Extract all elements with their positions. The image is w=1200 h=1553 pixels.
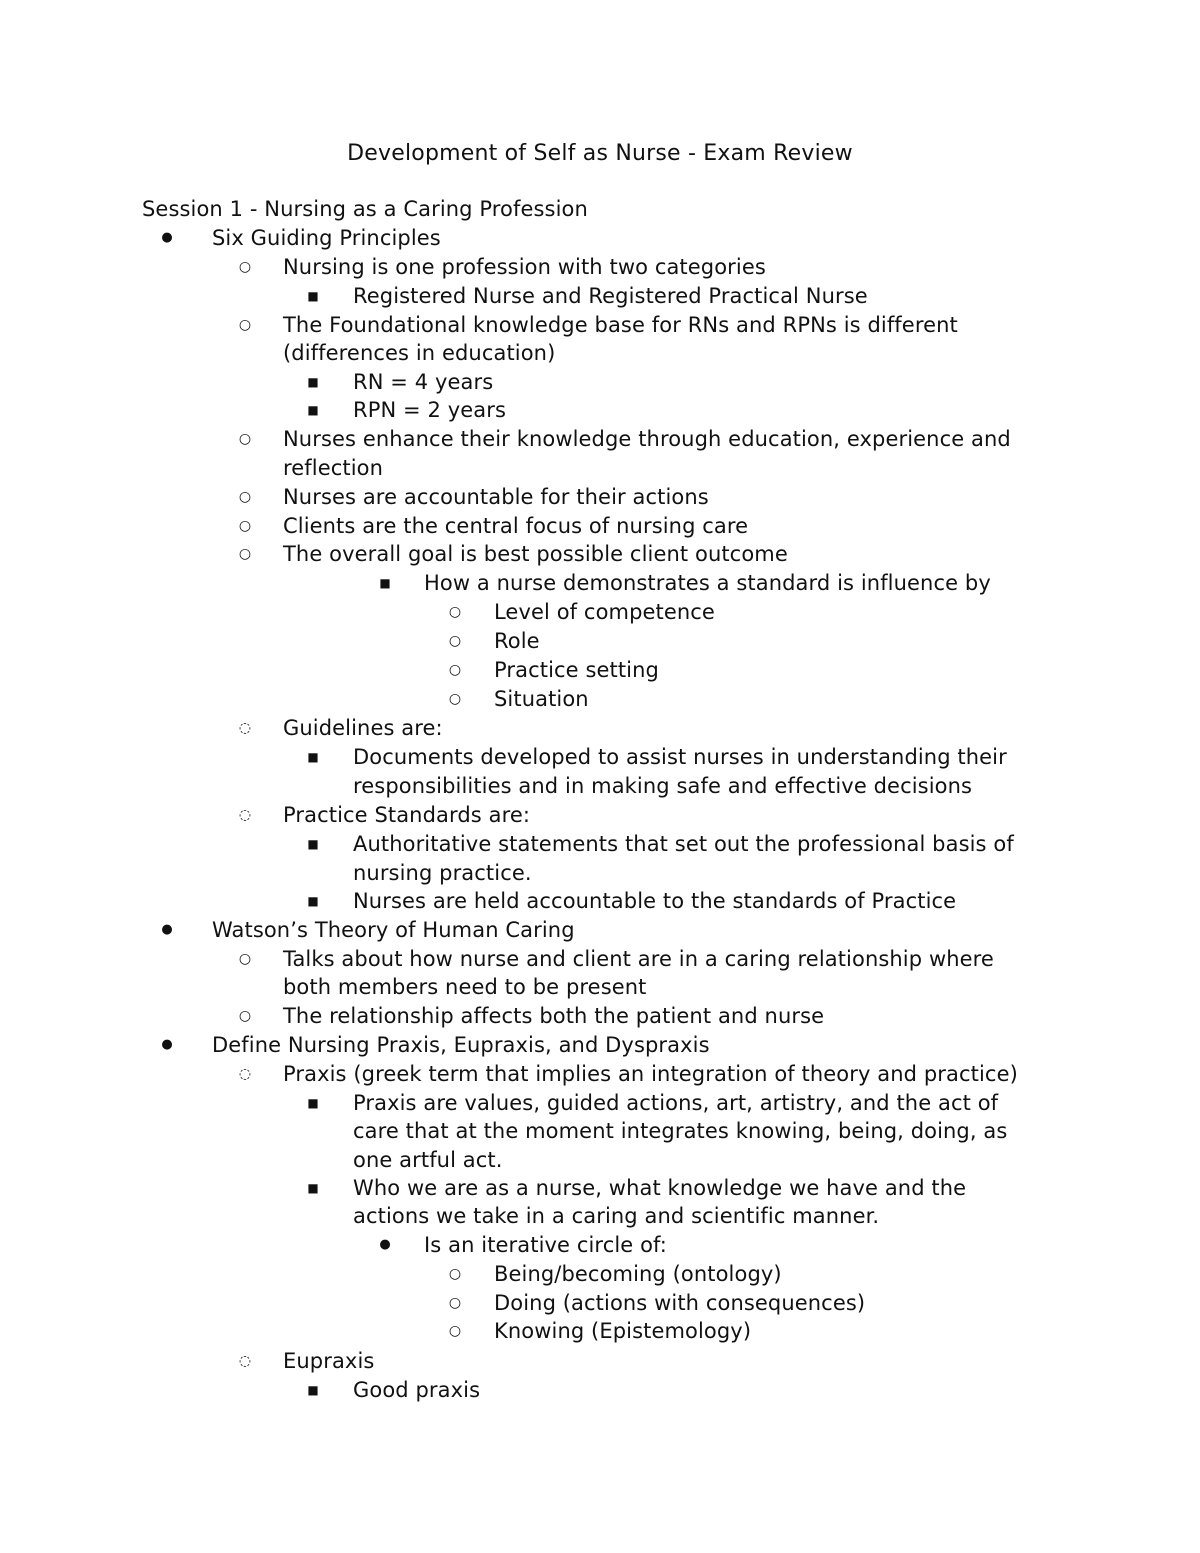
list-item: Practice Standards are:	[283, 803, 531, 827]
list-bullet-icon: ○	[238, 431, 252, 447]
list-bullet-icon: ○	[238, 518, 252, 534]
list-item: Praxis are values, guided actions, art, artistry, and the act of	[353, 1091, 999, 1115]
list-bullet-icon: ○	[448, 1295, 462, 1311]
list-item: (differences in education)	[283, 341, 556, 365]
list-bullet-icon: ■	[379, 576, 391, 590]
list-item: Define Nursing Praxis, Eupraxis, and Dyspraxis	[212, 1033, 710, 1057]
list-item: Guidelines are:	[283, 716, 443, 740]
list-bullet-icon: ●	[161, 1037, 173, 1052]
list-item: Level of competence	[494, 600, 715, 624]
list-item: Talks about how nurse and client are in a caring relationship where	[283, 947, 994, 971]
list-item: Clients are the central focus of nursing care	[283, 514, 749, 538]
list-bullet-icon: ○	[448, 633, 462, 649]
list-bullet-icon: ■	[307, 1383, 319, 1397]
list-bullet-icon: ■	[307, 837, 319, 851]
list-item: Authoritative statements that set out the professional basis of	[353, 832, 1014, 856]
list-item: The Foundational knowledge base for RNs and RPNs is different	[283, 313, 958, 337]
list-item: Role	[494, 629, 540, 653]
list-bullet-icon: ■	[307, 375, 319, 389]
list-item: Eupraxis	[283, 1349, 375, 1373]
list-item: Nurses are accountable for their actions	[283, 485, 709, 509]
list-bullet-icon: ○	[238, 489, 252, 505]
list-item: Who we are as a nurse, what knowledge we have and the	[353, 1176, 967, 1200]
list-bullet-icon: ○	[238, 546, 252, 562]
list-bullet-icon: ◌	[238, 807, 252, 823]
list-bullet-icon: ○	[238, 317, 252, 333]
list-bullet-icon: ■	[307, 289, 319, 303]
list-item: The relationship affects both the patient and nurse	[283, 1004, 825, 1028]
list-item: Nurses are held accountable to the standards of Practice	[353, 889, 957, 913]
list-bullet-icon: ○	[448, 1266, 462, 1282]
list-item: Knowing (Epistemology)	[494, 1319, 752, 1343]
list-item: Being/becoming (ontology)	[494, 1262, 782, 1286]
list-bullet-icon: ○	[448, 604, 462, 620]
list-item: Praxis (greek term that implies an integration of theory and practice)	[283, 1062, 1018, 1086]
list-bullet-icon: ■	[307, 1096, 319, 1110]
document-title: Development of Self as Nurse - Exam Review	[347, 141, 853, 166]
list-item: nursing practice.	[353, 861, 532, 885]
list-bullet-icon: ●	[161, 922, 173, 937]
list-item: Six Guiding Principles	[212, 226, 441, 250]
list-item: responsibilities and in making safe and effective decisions	[353, 774, 973, 798]
list-bullet-icon: ○	[238, 951, 252, 967]
list-bullet-icon: ■	[307, 894, 319, 908]
list-item: Practice setting	[494, 658, 659, 682]
list-item: reflection	[283, 456, 384, 480]
list-item: How a nurse demonstrates a standard is influence by	[424, 571, 991, 595]
list-item: one artful act.	[353, 1148, 503, 1172]
list-item: both members need to be present	[283, 975, 647, 999]
section-heading: Session 1 - Nursing as a Caring Profession	[142, 197, 588, 221]
list-item: Doing (actions with consequences)	[494, 1291, 866, 1315]
list-bullet-icon: ◌	[238, 720, 252, 736]
list-bullet-icon: ○	[238, 1008, 252, 1024]
list-bullet-icon: ◌	[238, 1066, 252, 1082]
list-item: actions we take in a caring and scientific manner.	[353, 1204, 880, 1228]
list-item: care that at the moment integrates knowing, being, doing, as	[353, 1119, 1008, 1143]
list-item: Watson’s Theory of Human Caring	[212, 918, 575, 942]
list-bullet-icon: ○	[238, 259, 252, 275]
list-item: The overall goal is best possible client outcome	[283, 542, 788, 566]
list-bullet-icon: ○	[448, 1323, 462, 1339]
list-item: RPN = 2 years	[353, 398, 507, 422]
list-bullet-icon: ○	[448, 691, 462, 707]
list-item: Nursing is one profession with two categories	[283, 255, 766, 279]
list-bullet-icon: ■	[307, 1181, 319, 1195]
list-item: Nurses enhance their knowledge through education, experience and	[283, 427, 1011, 451]
list-bullet-icon: ○	[448, 662, 462, 678]
list-item: RN = 4 years	[353, 370, 494, 394]
list-bullet-icon: ■	[307, 750, 319, 764]
list-item: Situation	[494, 687, 589, 711]
list-item: Good praxis	[353, 1378, 481, 1402]
list-bullet-icon: ■	[307, 403, 319, 417]
list-bullet-icon: ●	[161, 230, 173, 245]
list-bullet-icon: ●	[379, 1237, 391, 1252]
list-item: Registered Nurse and Registered Practical Nurse	[353, 284, 868, 308]
list-item: Documents developed to assist nurses in understanding their	[353, 745, 1007, 769]
list-bullet-icon: ◌	[238, 1353, 252, 1369]
list-item: Is an iterative circle of:	[424, 1233, 667, 1257]
